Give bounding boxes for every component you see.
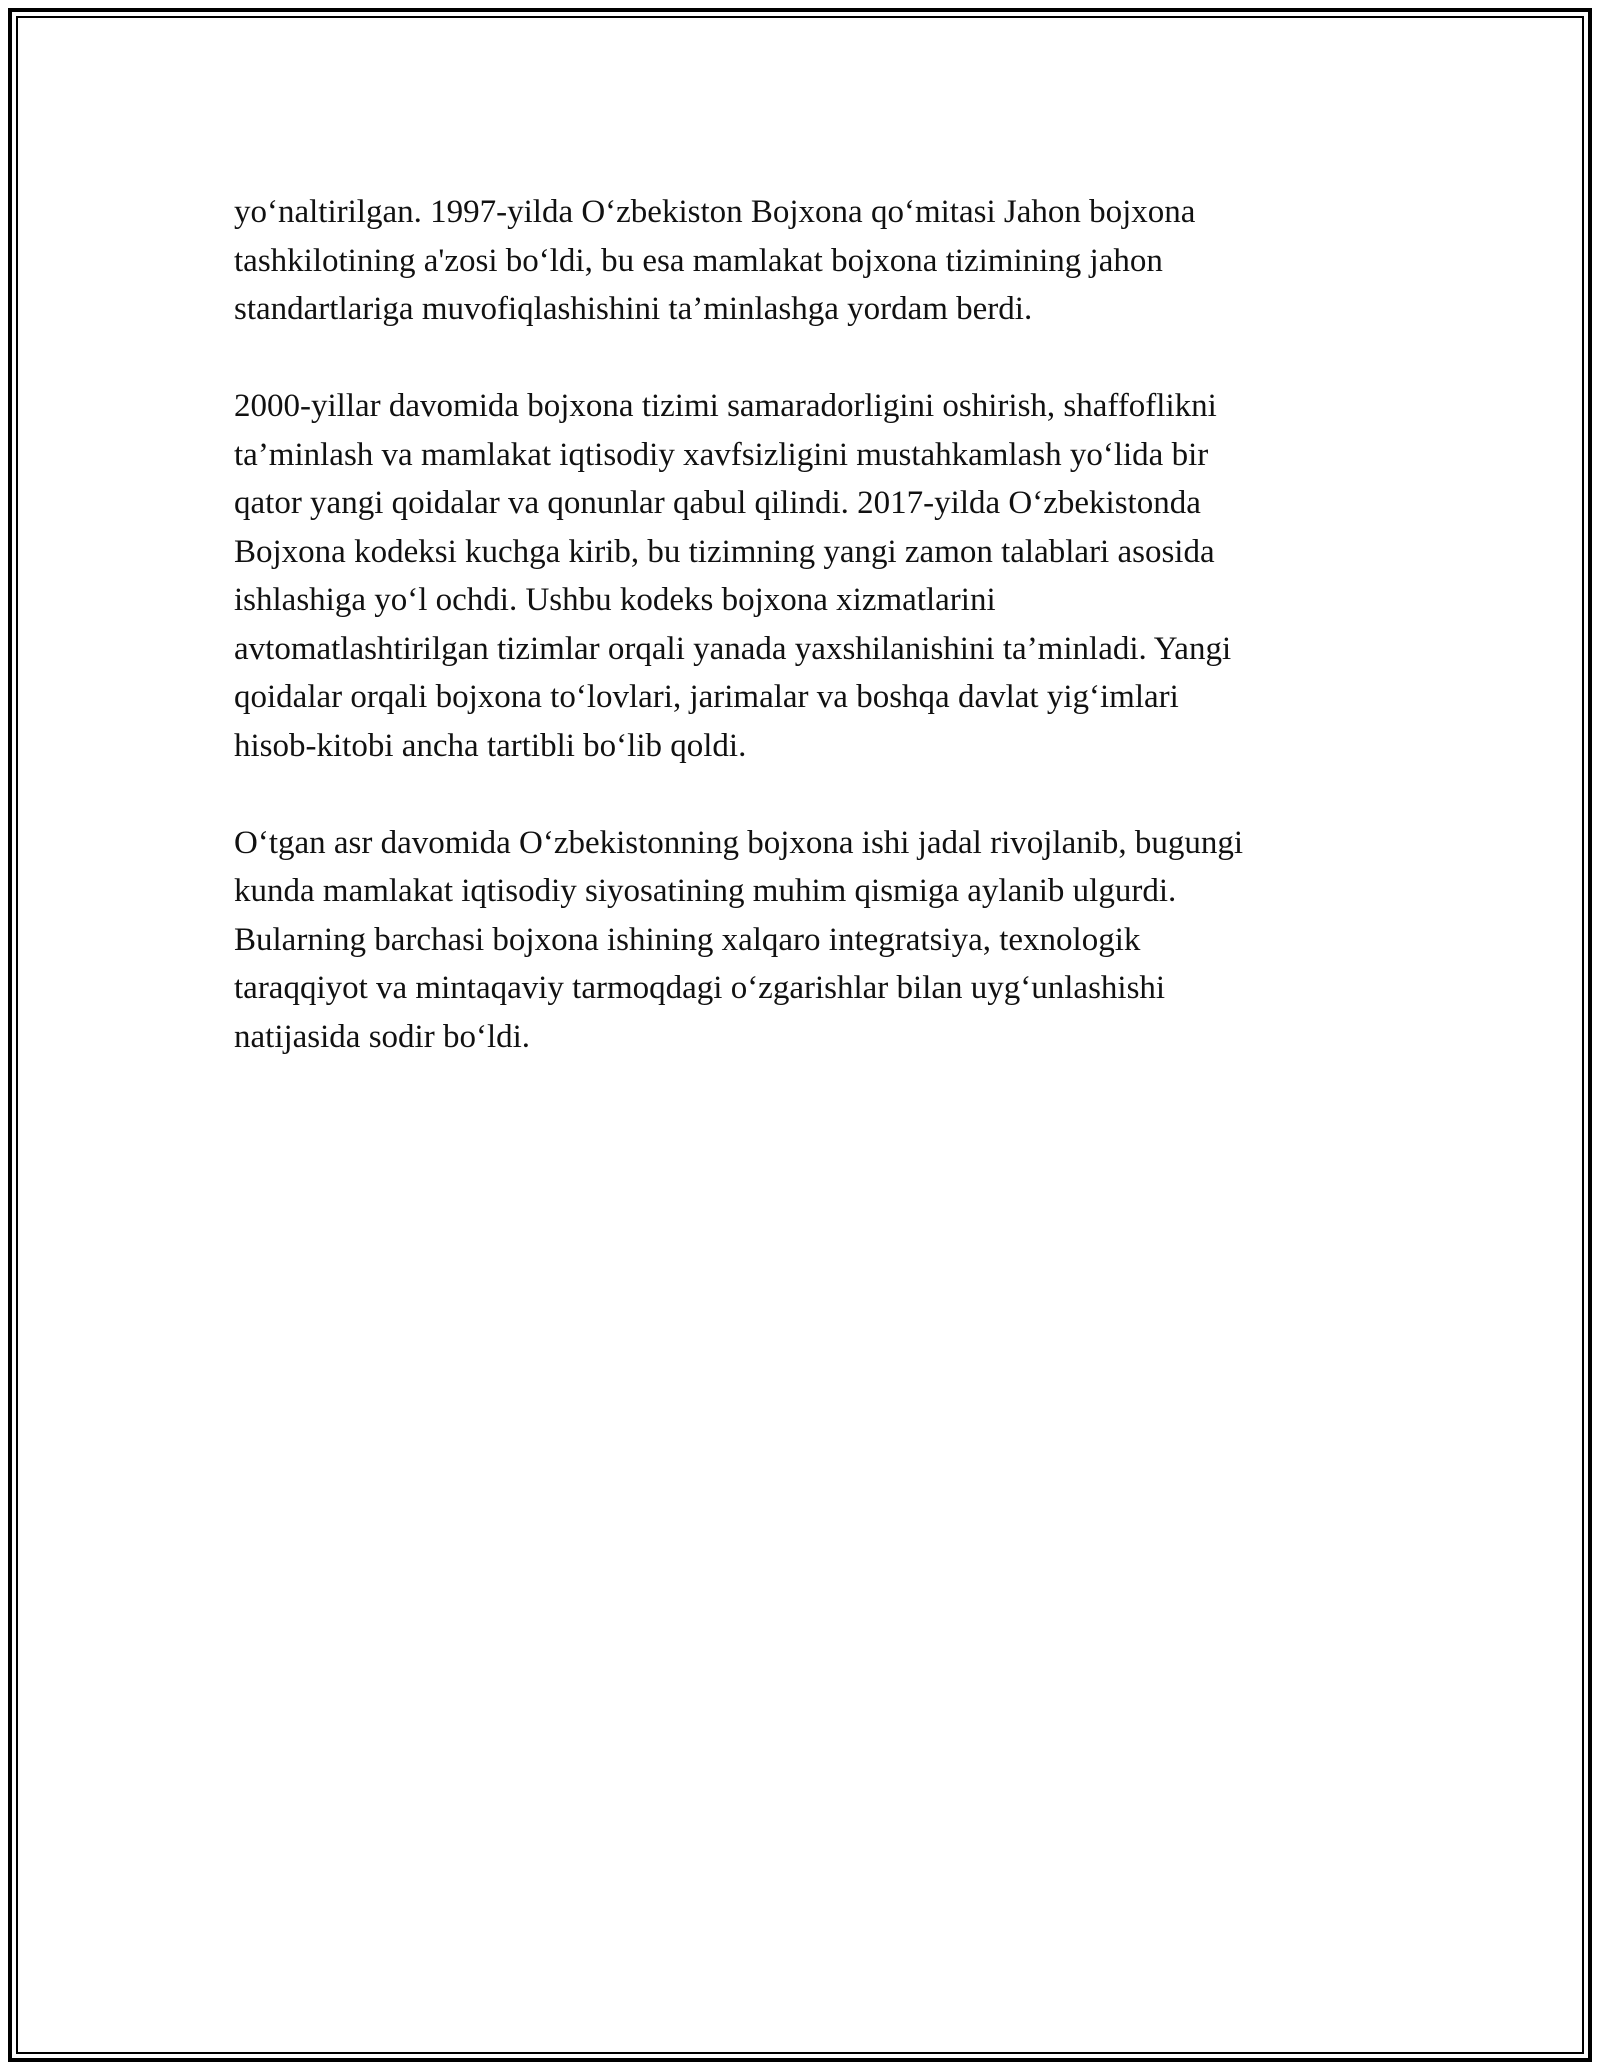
text-line: qoidalar orqali bojxona to‘lovlari, jarimalar va boshqa davlat yig‘imlari	[234, 679, 1179, 715]
text-line: avtomatlashtirilgan tizimlar orqali yanada yaxshilanishini ta’minladi. Yangi	[234, 630, 1232, 667]
paragraph-3	[234, 819, 1374, 1062]
text-line: Bojxona kodeksi kuchga kirib, bu tizimning yangi zamon talablari asosida	[234, 533, 1215, 570]
text-line: ta’minlash va mamlakat iqtisodiy xavfsizligini mustahkamlash yo‘lida bir	[234, 436, 1209, 473]
text-line: ishlashiga yo‘l ochdi. Ushbu kodeks bojxona xizmatlarini	[234, 582, 996, 618]
text-line: yo‘naltirilgan. 1997-yilda O‘zbekiston Bojxona qo‘mitasi Jahon bojxona	[234, 194, 1196, 230]
text-line: standartlariga muvofiqlashishini ta’minlashga yordam berdi.	[234, 291, 1033, 327]
text-line: O‘tgan asr davomida O‘zbekistonning bojxona ishi jadal rivojlanib, bugungi	[234, 824, 1244, 861]
text-line: Bularning barchasi bojxona ishining xalqaro integratsiya, texnologik	[234, 921, 1141, 958]
document-body	[234, 188, 1374, 1110]
text-line: taraqqiyot va mintaqaviy tarmoqdagi o‘zgarishlar bilan uyg‘unlashishi	[234, 970, 1166, 1006]
text-line: qator yangi qoidalar va qonunlar qabul qilindi. 2017-yilda O‘zbekistonda	[234, 485, 1201, 521]
text-line: tashkilotining a'zosi bo‘ldi, bu esa mamlakat bojxona tizimining jahon	[234, 242, 1163, 279]
paragraph-1	[234, 188, 1374, 334]
text-line: 2000-yillar davomida bojxona tizimi samaradorligini oshirish, shaffoflikni	[234, 388, 1217, 424]
paragraph-2	[234, 382, 1374, 770]
text-line: hisob-kitobi ancha tartibli bo‘lib qoldi.	[234, 727, 747, 764]
text-line: natijasida sodir bo‘ldi.	[234, 1018, 531, 1055]
text-line: kunda mamlakat iqtisodiy siyosatining muhim qismiga aylanib ulgurdi.	[234, 873, 1177, 909]
